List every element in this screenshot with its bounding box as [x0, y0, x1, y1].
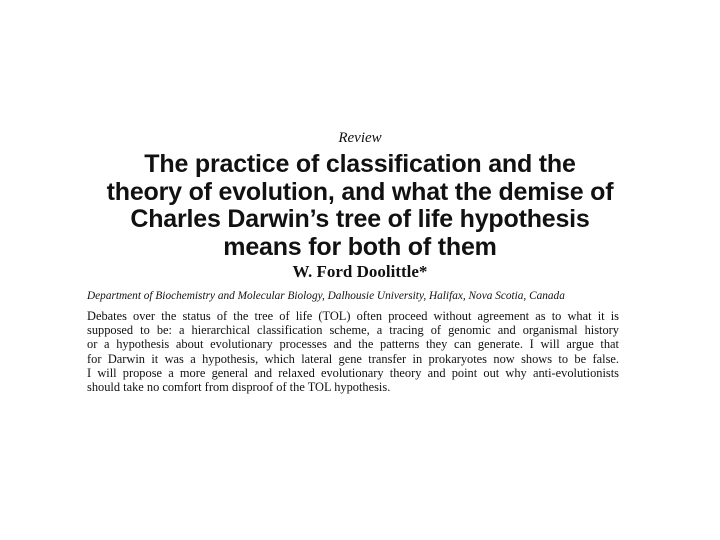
abstract	[87, 309, 619, 394]
abstract-line: I will propose a more general and relaxed evolutionary theory and point out why anti-evolutionists	[87, 365, 619, 380]
paper-title	[0, 151, 720, 261]
section-label: Review	[338, 130, 382, 146]
title-line: theory of evolution, and what the demise of	[106, 177, 614, 206]
abstract-line: supposed to be: a hierarchical classification scheme, a tracing of genomic and organismal history	[87, 323, 619, 338]
title-line: means for both of them	[223, 232, 497, 261]
abstract-line: should take no comfort from disproof of the TOL hypothesis.	[87, 380, 391, 395]
abstract-line: Debates over the status of the tree of life (TOL) often proceed without agreement as to what it is	[87, 309, 619, 323]
title-line: Charles Darwin’s tree of life hypothesis	[130, 205, 590, 233]
affiliation: Department of Biochemistry and Molecular Biology, Dalhousie University, Halifax, Nova Scotia, Canada	[87, 290, 565, 302]
author: W. Ford Doolittle*	[292, 262, 428, 281]
title-line: The practice of classification and the	[144, 150, 576, 178]
abstract-line: or a hypothesis about evolutionary processes and the patterns they can generate. I will argue that	[87, 337, 619, 352]
abstract-line: for Darwin it was a hypothesis, which lateral gene transfer in prokaryotes now shows to be false.	[87, 351, 619, 366]
